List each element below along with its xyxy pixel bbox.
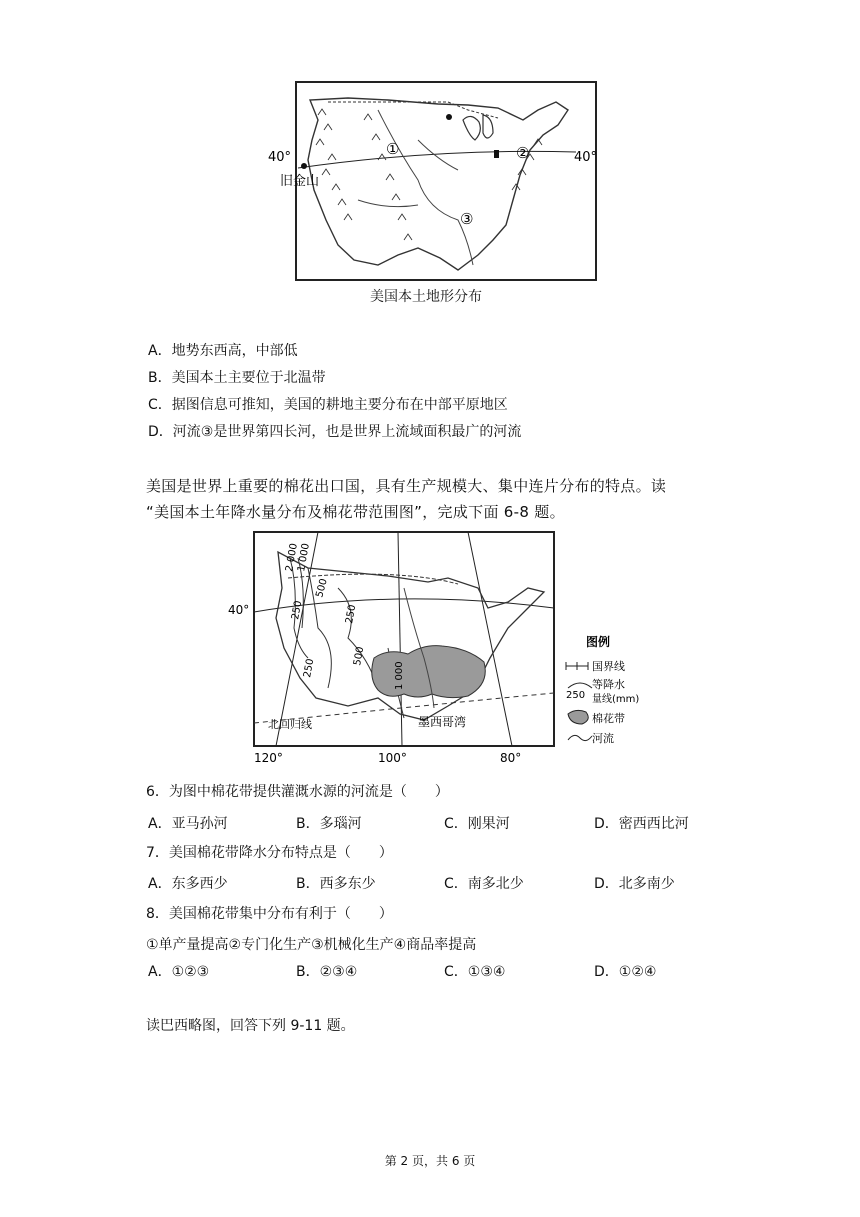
map1-lat-right: 40° xyxy=(574,150,598,165)
map2-iso-250-c: 250 xyxy=(302,657,317,679)
legend-border: 国界线 xyxy=(592,660,625,673)
map2-iso-1000-b: 1 000 xyxy=(394,661,405,690)
legend-iso-2: 量线(mm) xyxy=(592,694,640,705)
map1-marker-1: ① xyxy=(386,140,400,158)
map1-marker-3: ③ xyxy=(460,210,474,228)
map2-iso-2000: 2 000 xyxy=(284,542,300,573)
q8-option-c: C．①③④ xyxy=(444,964,506,980)
intro-line-2: “美国本土年降水量分布及棉花带范围图”，完成下面 6-8 题。 xyxy=(146,503,565,521)
map2-lat-label: 40° xyxy=(228,603,250,617)
legend-river: 河流 xyxy=(592,732,614,745)
terrain-map xyxy=(268,80,608,285)
terrain-map-svg xyxy=(268,80,608,285)
q8-option-d: D．①②④ xyxy=(594,964,657,980)
precipitation-map xyxy=(228,528,668,766)
q5-option-b: B．美国本土主要位于北温带 xyxy=(148,370,326,386)
map2-iso-250-a: 250 xyxy=(290,599,305,621)
q8-sub: ①单产量提高②专门化生产③机械化生产④商品率提高 xyxy=(146,937,477,953)
legend-iso-value: 250 xyxy=(566,690,586,701)
q5-option-c: C．据图信息可推知，美国的耕地主要分布在中部平原地区 xyxy=(148,397,508,413)
map2-gulf: 墨西哥湾 xyxy=(418,715,467,729)
page-footer: 第 2 页，共 6 页 xyxy=(384,1154,476,1168)
q7-stem: 7．美国棉花带降水分布特点是（ ） xyxy=(146,845,393,861)
map1-lat-left: 40° xyxy=(268,150,292,165)
intro-line-1: 美国是世界上重要的棉花出口国，具有生产规模大、集中连片分布的特点。读 xyxy=(146,477,667,495)
q7-option-b: B．西多东少 xyxy=(296,876,376,892)
map2-lon-120: 120° xyxy=(254,751,283,765)
q7-option-a: A．东多西少 xyxy=(148,876,228,892)
q6-option-b: B．多瑙河 xyxy=(296,816,362,832)
map2-iso-1000-a: 1 000 xyxy=(296,542,312,573)
map2-tropic: 北回归线 xyxy=(268,718,312,731)
map2-legend xyxy=(566,634,639,745)
map1-marker-2: ② xyxy=(516,144,530,162)
q6-option-a: A．亚马孙河 xyxy=(148,816,228,832)
map2-lon-100: 100° xyxy=(378,751,407,765)
legend-cotton: 棉花带 xyxy=(592,712,625,725)
next-intro: 读巴西略图，回答下列 9-11 题。 xyxy=(146,1018,355,1034)
q7-option-c: C．南多北少 xyxy=(444,876,524,892)
q7-option-d: D．北多南少 xyxy=(594,876,675,892)
map1-caption: 美国本土地形分布 xyxy=(370,289,482,305)
map2-iso-500-a: 500 xyxy=(314,577,330,599)
q5-option-d: D．河流③是世界第四长河，也是世界上流域面积最广的河流 xyxy=(148,424,522,440)
map2-iso-500-b: 500 xyxy=(352,645,367,667)
precipitation-map-svg xyxy=(228,528,668,766)
q6-option-d: D．密西西比河 xyxy=(594,816,689,832)
map2-lon-80: 80° xyxy=(500,751,522,765)
q5-option-a: A．地势东西高，中部低 xyxy=(148,343,298,359)
q6-option-c: C．刚果河 xyxy=(444,816,510,832)
q8-option-a: A．①②③ xyxy=(148,964,210,980)
map2-iso-250-b: 250 xyxy=(344,603,359,625)
q8-stem: 8．美国棉花带集中分布有利于（ ） xyxy=(146,906,393,922)
map1-city: 旧金山 xyxy=(280,174,320,189)
legend-iso-1: 等降水 xyxy=(592,678,625,691)
q8-option-b: B．②③④ xyxy=(296,964,358,980)
legend-title: 图例 xyxy=(586,635,611,649)
q6-stem: 6．为图中棉花带提供灌溉水源的河流是（ ） xyxy=(146,784,449,800)
